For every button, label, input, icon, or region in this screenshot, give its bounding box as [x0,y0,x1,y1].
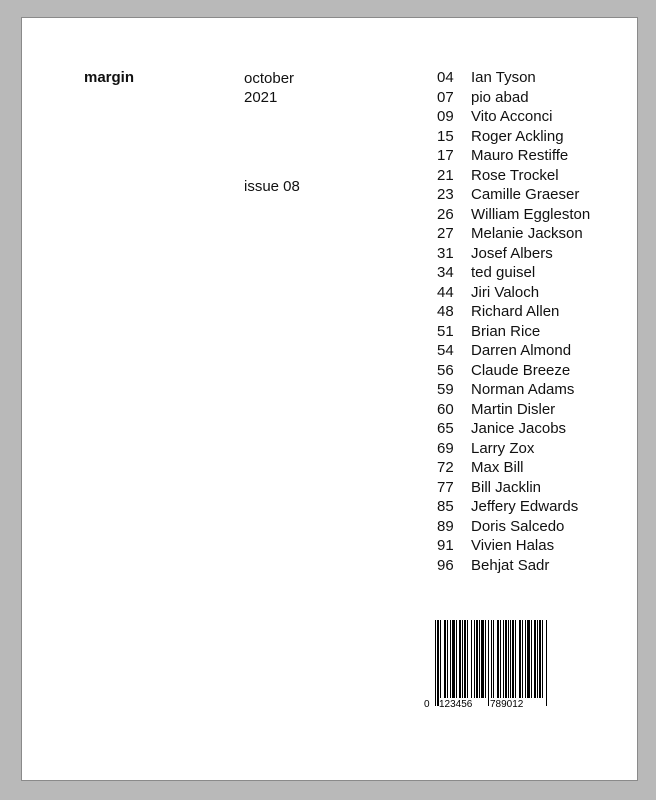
toc-page-number: 09 [437,108,454,126]
barcode-bar [510,620,511,698]
toc-entry [437,107,590,127]
barcode-bar [437,620,439,706]
barcode-bar [450,620,451,698]
barcode-bar [447,620,448,698]
toc-entry [437,88,590,108]
toc-page-number: 91 [437,537,454,555]
barcode-left-digits: 123456 [439,699,473,710]
issue-date [244,69,294,107]
toc-entry [437,185,590,205]
barcode-bar [525,620,526,698]
barcode-bar [459,620,461,698]
toc-entry [437,146,590,166]
toc-artist-name: Josef Albers [471,244,553,262]
toc-artist-name: Max Bill [471,459,524,477]
toc-page-number: 96 [437,556,454,574]
toc-artist-name: Behjat Sadr [471,556,550,574]
toc-entry [437,341,590,361]
toc-page-number: 51 [437,322,454,340]
toc-artist-name: Doris Salcedo [471,517,565,535]
barcode-bar [512,620,514,698]
toc-page-number: 26 [437,205,454,223]
toc-page-number: 72 [437,459,454,477]
toc-artist-name: Jiri Valoch [471,283,540,301]
barcode-bar [539,620,541,698]
toc-page-number: 27 [437,225,454,243]
toc-entry [437,419,590,439]
toc-artist-name: Brian Rice [471,322,541,340]
toc-entry [437,302,590,322]
barcode-icon [422,618,552,716]
toc-entry [437,517,590,537]
toc-artist-name: Roger Ackling [471,127,564,145]
barcode-bar [435,620,436,706]
toc-page-number: 44 [437,283,454,301]
toc-page-number: 89 [437,517,454,535]
toc-page-number: 85 [437,498,454,516]
issue-month: october [244,70,295,87]
barcode-bar [462,620,463,698]
barcode-right-digits: 789012 [490,699,524,710]
toc-artist-name: ted guisel [471,264,536,282]
toc-page-number: 31 [437,244,454,262]
toc-entry [437,556,590,576]
barcode-bar [456,620,457,698]
toc-entry [437,497,590,517]
barcode-first-digit: 0 [424,699,430,710]
barcode-bar [505,620,507,698]
toc-page-number: 17 [437,147,454,165]
toc-artist-name: Mauro Restiffe [471,147,569,165]
barcode-bar [464,620,466,698]
barcode-bar [531,620,532,698]
barcode-bar [527,620,530,698]
toc-entry [437,68,590,88]
barcode-bar [467,620,468,698]
toc-page-number: 07 [437,88,454,106]
issue-number: issue 08 [244,178,300,195]
barcode-bar [537,620,538,698]
barcode-bar [488,620,489,706]
toc-entry [437,400,590,420]
toc-artist-name: Rose Trockel [471,166,559,184]
toc-artist-name: pio abad [471,88,529,106]
barcode-bar [481,620,484,698]
toc-entry [437,478,590,498]
barcode-bar [508,620,509,698]
barcode-bar [440,620,441,698]
barcode-bar [444,620,446,698]
barcode-bar [491,620,492,698]
toc-page-number: 59 [437,381,454,399]
barcode-bar [497,620,499,698]
toc-page-number: 23 [437,186,454,204]
toc-artist-name: Darren Almond [471,342,572,360]
barcode-bar [534,620,536,698]
toc-page-number: 60 [437,400,454,418]
toc-page-number: 65 [437,420,454,438]
toc-entry [437,380,590,400]
toc-artist-name: Vito Acconci [471,108,553,126]
toc-page-number: 56 [437,361,454,379]
toc-artist-name: William Eggleston [471,205,591,223]
barcode-bars [435,620,547,706]
barcode-bar [519,620,521,698]
toc-entry [437,127,590,147]
barcode-bar [515,620,516,698]
toc-page-number: 04 [437,69,454,87]
toc-page-number: 21 [437,166,454,184]
toc-page-number: 54 [437,342,454,360]
toc-entry [437,283,590,303]
toc-artist-name: Richard Allen [471,303,560,321]
barcode-bar [493,620,494,698]
barcode-bar [476,620,478,698]
toc-page-number: 34 [437,264,454,282]
barcode-bar [452,620,455,698]
toc-artist-name: Camille Graeser [471,186,580,204]
toc-page-number: 69 [437,439,454,457]
toc-artist-name: Claude Breeze [471,361,571,379]
toc-entry [437,361,590,381]
toc-artist-name: Janice Jacobs [471,420,567,438]
barcode-bar [471,620,472,698]
toc-artist-name: Vivien Halas [471,537,555,555]
barcode-bar [485,620,486,698]
issue-year: 2021 [244,89,278,106]
toc-entry [437,458,590,478]
barcode-bar [474,620,475,698]
toc-entry [437,166,590,186]
toc-artist-name: Martin Disler [471,400,556,418]
toc-page-number: 15 [437,127,454,145]
toc-entry [437,536,590,556]
barcode-bar [479,620,480,698]
toc-page-number: 77 [437,478,454,496]
toc-artist-name: Bill Jacklin [471,478,542,496]
toc-page-number: 48 [437,303,454,321]
toc-artist-name: Jeffery Edwards [471,498,579,516]
barcode-bar [503,620,504,698]
toc-artist-name: Melanie Jackson [471,225,583,243]
toc-entry [437,224,590,244]
barcode-bar [546,620,547,706]
barcode-bar [500,620,501,698]
toc-artist-name: Ian Tyson [471,69,536,87]
toc-entry [437,439,590,459]
toc-entry [437,244,590,264]
magazine-title: margin [84,69,135,86]
barcode-bar [522,620,523,698]
toc-artist-name: Norman Adams [471,381,575,399]
barcode-bar [542,620,543,698]
toc-entry [437,263,590,283]
table-of-contents [437,68,590,575]
toc-entry [437,322,590,342]
magazine-page [21,17,638,781]
toc-entry [437,205,590,225]
toc-artist-name: Larry Zox [471,439,535,457]
